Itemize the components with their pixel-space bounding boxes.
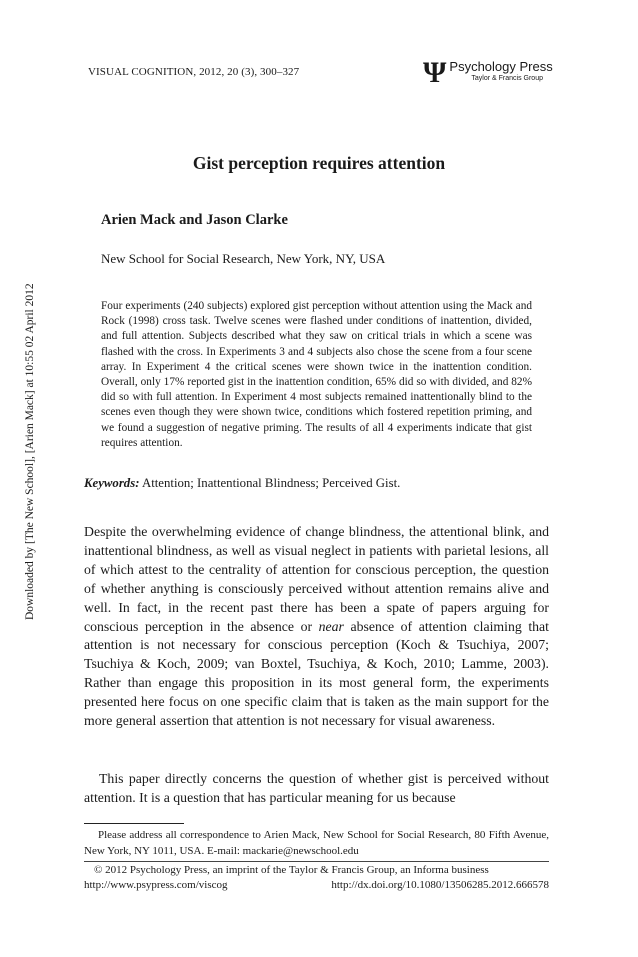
copyright-line: © 2012 Psychology Press, an imprint of the Taylor & Francis Group, an Informa business [94,864,489,876]
keywords [84,476,400,491]
download-notice: Downloaded by [The New School], [Arien Mack] at 10:55 02 April 2012 [24,283,36,620]
publisher-logo [423,56,553,89]
keywords-label: Keywords: [84,476,140,490]
body-emphasis: near [318,618,344,634]
journal-url[interactable]: http://www.psypress.com/viscog [84,879,228,891]
publisher-name: Psychology Press [449,59,553,74]
keywords-text: Attention; Inattentional Blindness; Perceived Gist. [141,476,401,490]
article-title: Gist perception requires attention [192,153,446,173]
psi-logo-icon: Ψ [423,56,447,89]
copyright-divider [84,861,549,862]
author-list: Arien Mack and Jason Clarke [101,212,288,228]
copyright-block [84,863,549,893]
body-text: Despite the overwhelming evidence of change blindness, the attentional blink, and inattentional blindness, as well as visual neglect in patients with parietal lesions, all of which attest to the centrality of attention for conscious perception, the question of whether anything is consciously perceived without attention remains alive and well. In fact, in the recent past there has been a spate of papers arguing for conscious perception in the absence or [84,524,549,634]
body-paragraph-1 [84,523,549,731]
publisher-subtitle: Taylor & Francis Group [471,75,543,82]
body-text: absence of attention claiming that attention is not necessary for conscious perception (Koch & Tsuchiya, 2007; Tsuchiya & Koch, 2009; van Boxtel, Tsuchiya, & Koch, 2010; Lamme, 2003). Rather than engage this proposition in its most general form, the experiments presented here focus on one specific claim that is taken as the main support for the more general assertion that attention is not necessary for visual awareness. [84,618,550,729]
abstract: Four experiments (240 subjects) explored gist perception without attention using the Mack and Rock (1998) cross task. Twelve scenes were flashed under conditions of inattention, divided, and full attention. Subjects described what they saw on critical trials in which a scene was flashed with the cross. In Experiments 3 and 4 subjects also chose the scene from a four scene array. In Experiment 4 the critical scenes were shown twice in the inattention condition. Overall, only 17% reported gist in the inattention condition, 65% did so with divided, and 82% did so with full attention. In Experiment 4 most subjects remained inattentionally blind to the scenes even though they were shown twice, conditions which fostered repetition priming, and we found a suggestion of negative priming. The results of all 4 experiments indicate that gist requires attention. [101,300,532,449]
body-paragraph-2: This paper directly concerns the question of whether gist is perceived without attention. It is a question that has particular meaning for us because [84,771,549,805]
affiliation: New School for Social Research, New York, NY, USA [101,251,386,266]
footnote-divider [84,823,184,824]
doi-link[interactable]: http://dx.doi.org/10.1080/13506285.2012.666578 [331,879,549,891]
correspondence-note: Please address all correspondence to Arien Mack, New School for Social Research, 80 Fifth Avenue, New York, NY 1011, USA. E-mail: mackarie@newschool.edu [84,829,549,857]
journal-citation: VISUAL COGNITION, 2012, 20 (3), 300–327 [88,66,300,78]
